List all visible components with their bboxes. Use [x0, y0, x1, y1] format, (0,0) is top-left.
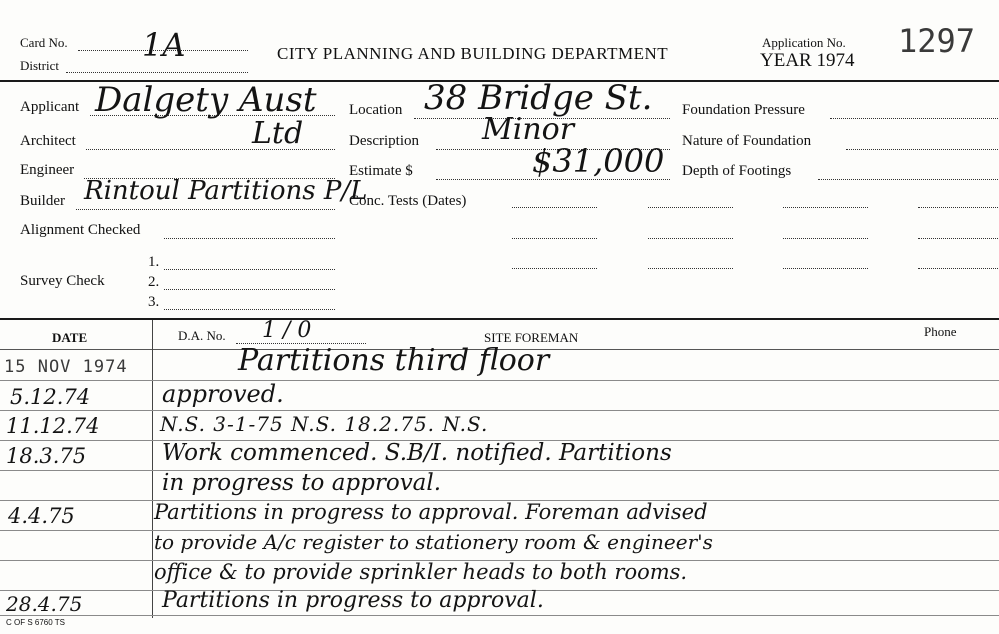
conc-line [918, 238, 998, 239]
survey-2-line [164, 289, 335, 290]
application-number: 1297 [898, 22, 976, 60]
year-label: YEAR 1974 [760, 50, 855, 71]
log-row-line [0, 470, 999, 471]
conc-line [783, 207, 868, 208]
architect-label: Architect [20, 133, 76, 149]
log-entry: Partitions third floor [238, 343, 550, 378]
log-entry: N.S. 3-1-75 N.S. 18.2.75. N.S. [160, 412, 489, 436]
depth-of-footings-label: Depth of Footings [682, 163, 792, 179]
location-value: 38 Bridge St. [424, 78, 653, 118]
survey-1-line [164, 269, 335, 270]
log-entry: in progress to approval. [162, 470, 442, 496]
log-entry: office & to provide sprinkler heads to both rooms. [154, 560, 688, 584]
site-foreman-label: SITE FOREMAN [484, 330, 579, 345]
nature-of-foundation-line [846, 149, 998, 150]
log-date: 11.12.74 [6, 414, 100, 438]
da-no-label: D.A. No. [178, 328, 226, 343]
district-line [66, 72, 248, 73]
estimate-label: Estimate $ [349, 163, 413, 179]
log-entry: Partitions in progress to approval. Foreman advised [154, 500, 708, 524]
district-label: District [20, 58, 59, 73]
log-row-line [0, 615, 999, 616]
survey-3-line [164, 309, 335, 310]
survey-label: Survey Check [20, 273, 105, 289]
nature-of-foundation-label: Nature of Foundation [682, 133, 812, 149]
conc-line [512, 238, 597, 239]
conc-tests-label: Conc. Tests (Dates) [349, 193, 467, 209]
survey-3-label: 3. [148, 294, 160, 310]
application-no-label: Application No. [762, 35, 846, 50]
phone-label: Phone [924, 324, 957, 339]
log-date: 15 NOV 1974 [4, 357, 128, 377]
log-row-line [0, 380, 999, 381]
description-value: Minor [482, 112, 575, 147]
conc-line [783, 238, 868, 239]
applicant-label: Applicant [20, 99, 80, 115]
foundation-pressure-label: Foundation Pressure [682, 102, 805, 118]
log-row-line [0, 410, 999, 411]
conc-line [648, 268, 733, 269]
log-entry: Work commenced. S.B/I. notified. Partitions [162, 440, 672, 466]
survey-2-label: 2. [148, 274, 160, 290]
da-no-value: 1 / 0 [262, 318, 312, 343]
log-entry: approved. [162, 380, 284, 408]
log-top-rule [0, 318, 999, 320]
department-title: CITY PLANNING AND BUILDING DEPARTMENT [277, 44, 669, 63]
conc-line [783, 268, 868, 269]
builder-label: Builder [20, 193, 65, 209]
alignment-label: Alignment Checked [20, 222, 141, 238]
conc-line [512, 207, 597, 208]
date-column-header: DATE [52, 330, 88, 345]
foundation-pressure-line [830, 118, 998, 119]
survey-1-label: 1. [148, 254, 160, 270]
log-date: 5.12.74 [10, 385, 91, 409]
applicant-value: Dalgety Aust [95, 80, 317, 120]
conc-line [918, 268, 998, 269]
conc-line [918, 207, 998, 208]
depth-of-footings-line [818, 179, 998, 180]
card-no-label: Card No. [20, 35, 68, 50]
builder-value: Rintoul Partitions P/L [84, 176, 368, 206]
engineer-label: Engineer [20, 162, 75, 178]
card-no-value: 1A [142, 26, 186, 64]
date-column-divider [152, 320, 153, 618]
conc-line [648, 207, 733, 208]
alignment-line [164, 238, 335, 239]
estimate-value: $31,000 [532, 142, 665, 180]
builder-line [76, 209, 335, 210]
log-entry: Partitions in progress to approval. [162, 588, 544, 613]
conc-line [512, 268, 597, 269]
log-entry: to provide A/c register to stationery room & engineer's [154, 530, 713, 554]
log-date: 28.4.75 [6, 592, 83, 616]
location-label: Location [349, 102, 403, 118]
description-label: Description [349, 133, 419, 149]
form-code: C OF S 6760 TS [6, 618, 65, 627]
log-date: 4.4.75 [8, 504, 75, 528]
architect-value: Ltd [252, 116, 304, 151]
conc-line [648, 238, 733, 239]
log-date: 18.3.75 [6, 444, 87, 468]
